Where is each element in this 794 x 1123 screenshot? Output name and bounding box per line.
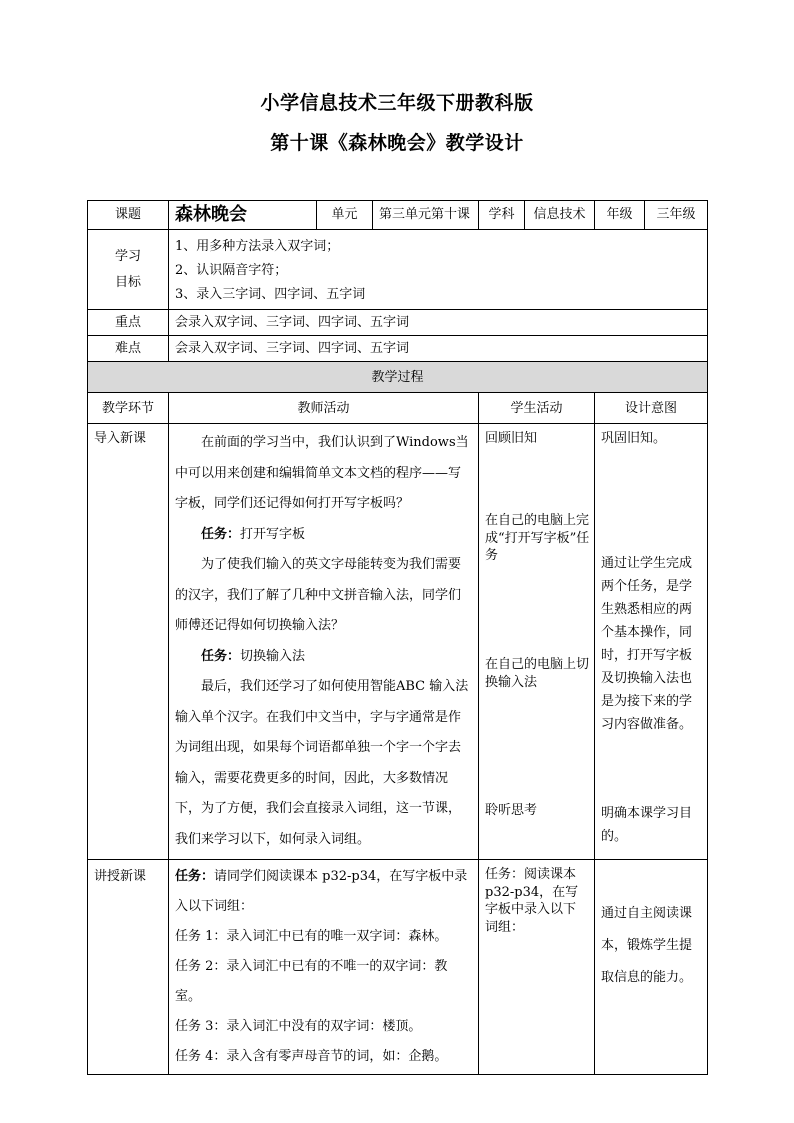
subject-label: 学科: [479, 201, 525, 230]
goals-row: [88, 230, 708, 310]
task-item: 任务 4：录入含有零声母音节的词，如：企鹅。: [175, 1049, 448, 1065]
grade-value: 三年级: [645, 201, 708, 230]
student-activity-cell: [479, 424, 595, 860]
stage-cell: 讲授新课: [88, 860, 169, 1075]
unit-value: 第三单元第十课: [373, 201, 479, 230]
col-intent-header: 设计意图: [595, 393, 708, 424]
goal-item: 2、认识隔音字符；: [175, 263, 288, 279]
teacher-paragraph: 最后，我们还学习了如何使用智能ABC 输入法输入单个汉字。在我们中文当中，字与字通常是作为词组出现，如果每个词语都单独一个字一个字去输入，需要花费更多的时间，因此，大多数情况下，为了方便，我们会直接录入词组，这一节课，我们来学习以下，如何录入词组。: [175, 679, 469, 847]
task-item: 任务 2：录入词汇中已有的不唯一的双字词：教室。: [175, 959, 448, 1005]
student-item: 在自己的电脑上完成“打开写字板”任务: [485, 513, 590, 564]
student-item: 在自己的电脑上切换输入法: [485, 657, 590, 690]
lesson-plan-table: [87, 200, 708, 1075]
intent-item: 巩固旧知。: [601, 431, 667, 447]
col-teacher-header: 教师活动: [169, 393, 479, 424]
student-item: 聆听思考: [485, 803, 538, 819]
task-text: 请同学们阅读课本 p32-p34，在写字板中录入以下词组：: [175, 869, 468, 915]
student-item: 回顾旧知: [485, 431, 538, 447]
goals-label-line1: 学习: [114, 249, 141, 265]
teacher-paragraph: 为了使我们输入的英文字母能转变为我们需要的汉字，我们了解了几种中文拼音输入法，同学们师傅还记得如何切换输入法？: [175, 557, 462, 634]
goal-item: 3、录入三字词、四字词、五字词: [175, 287, 366, 303]
teacher-intro: [175, 862, 472, 922]
teacher-activity-cell: [169, 860, 479, 1075]
task-label: 任务：: [201, 648, 241, 664]
teacher-paragraph: 在前面的学习当中，我们认识到了Windows当中可以用来创建和编辑简单文本文档的程序——写字板，同学们还记得如何打开写字板吗？: [175, 435, 469, 512]
goal-item: 1、用多种方法录入双字词；: [175, 239, 340, 255]
goals-label-line2: 目标: [114, 274, 141, 290]
intent-item: 明确本课学习目的。: [601, 806, 693, 845]
process-title-row: [88, 362, 708, 393]
stage-cell: 导入新课: [88, 424, 169, 860]
teacher-task: [175, 642, 472, 673]
teacher-activity-cell: [169, 424, 479, 860]
difficulty-label: 难点: [88, 336, 169, 362]
document-title: 小学信息技术三年级下册教科版: [260, 92, 534, 114]
intent-item: 通过让学生完成两个任务，是学生熟悉相应的两个基本操作，同时，打开写字板及切换输入法也是为接下来的学习内容做准备。: [601, 556, 693, 733]
intent-cell: 通过自主阅读课本，锻炼学生提取信息的能力。: [595, 860, 708, 1075]
key-point-value: 会录入双字词、三字词、四字词、五字词: [169, 310, 708, 336]
key-point-row: [88, 310, 708, 336]
document-subtitle: 第十课《森林晚会》教学设计: [270, 132, 524, 154]
process-title: 教学过程: [88, 362, 708, 393]
goals-list: [169, 230, 708, 310]
col-student-header: 学生活动: [479, 393, 595, 424]
task-label: 任务：: [175, 869, 215, 885]
goals-label: [88, 230, 169, 310]
table-row-intro: [88, 424, 708, 860]
teacher-task: [175, 520, 472, 551]
lesson-value: 森林晚会: [169, 201, 317, 230]
task-item: 任务 1：录入词汇中已有的唯一双字词：森林。: [175, 929, 448, 945]
intent-cell: [595, 424, 708, 860]
unit-label: 单元: [317, 201, 373, 230]
task-text: 切换输入法: [240, 648, 306, 664]
task-item: 任务 3：录入词汇中没有的双字词：楼顶。: [175, 1019, 422, 1035]
key-point-label: 重点: [88, 310, 169, 336]
difficulty-row: [88, 336, 708, 362]
header-row: [88, 201, 708, 230]
difficulty-value: 会录入双字词、三字词、四字词、五字词: [169, 336, 708, 362]
col-stage-header: 教学环节: [88, 393, 169, 424]
grade-label: 年级: [595, 201, 645, 230]
subject-value: 信息技术: [525, 201, 595, 230]
task-label: 任务：: [201, 526, 241, 542]
lesson-label: 课题: [88, 201, 169, 230]
task-text: 打开写字板: [240, 526, 306, 542]
student-activity-cell: 任务：阅读课本 p32-p34，在写字板中录入以下词组：: [479, 860, 595, 1075]
table-row-new-lesson: [88, 860, 708, 1075]
column-header-row: [88, 393, 708, 424]
